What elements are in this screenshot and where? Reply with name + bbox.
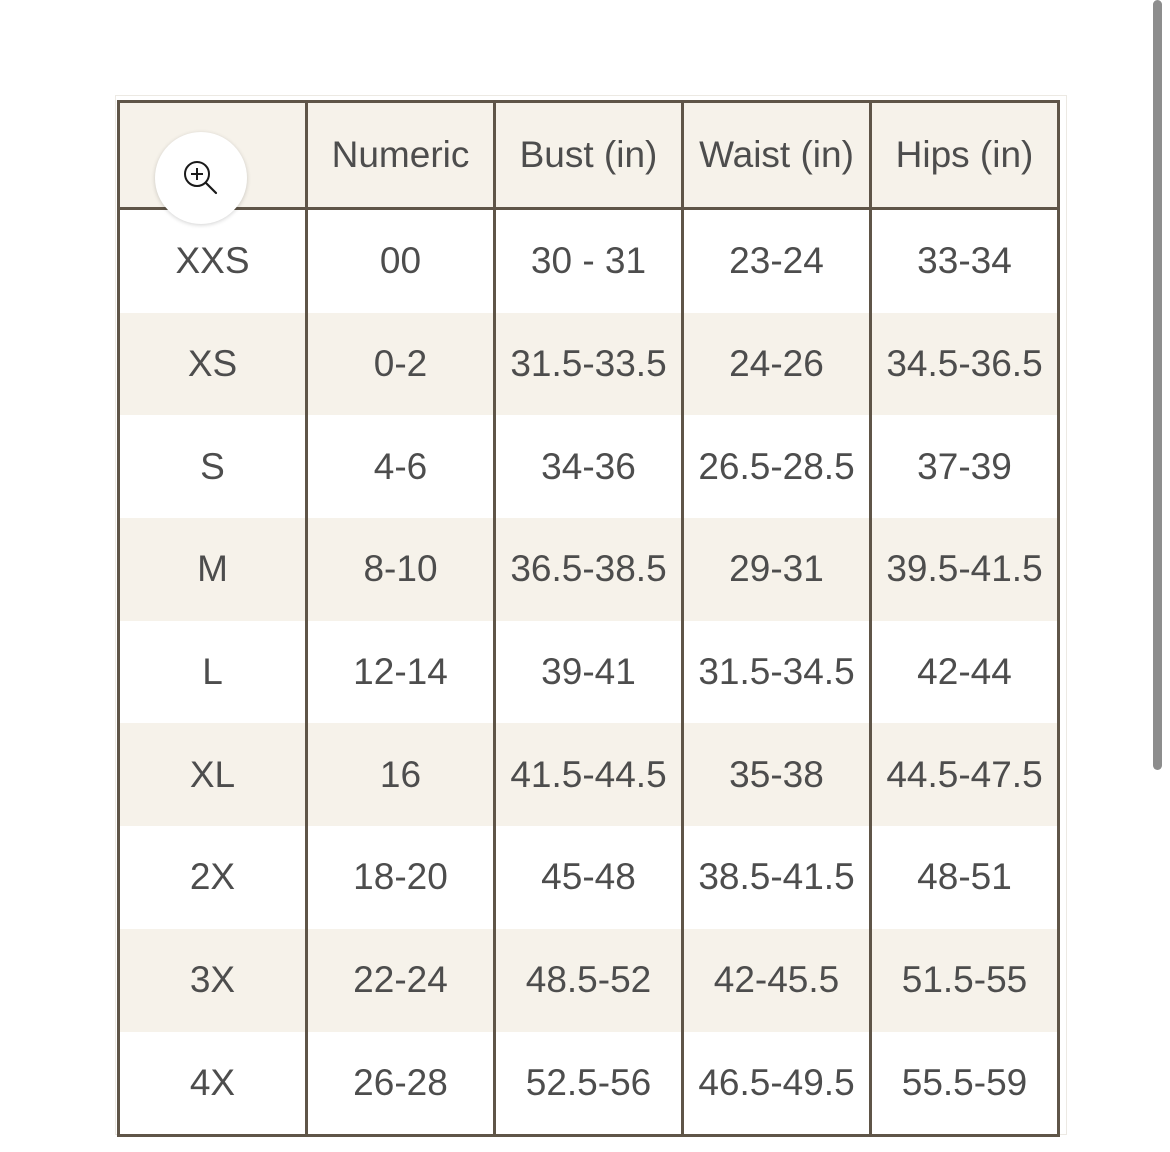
- table-row: [119, 415, 1059, 518]
- cell-hips: 33-34: [871, 209, 1059, 313]
- cell-bust: 36.5-38.5: [495, 518, 683, 621]
- cell-waist: 31.5-34.5: [683, 621, 871, 724]
- zoom-in-icon: [181, 158, 221, 198]
- cell-numeric: 18-20: [307, 826, 495, 929]
- cell-size: XL: [119, 723, 307, 826]
- cell-bust: 31.5-33.5: [495, 313, 683, 416]
- cell-hips: 34.5-36.5: [871, 313, 1059, 416]
- cell-bust: 45-48: [495, 826, 683, 929]
- header-row: [119, 102, 1059, 209]
- header-hips: Hips (in): [871, 102, 1059, 209]
- cell-size: 2X: [119, 826, 307, 929]
- cell-hips: 37-39: [871, 415, 1059, 518]
- cell-size: S: [119, 415, 307, 518]
- cell-bust: 41.5-44.5: [495, 723, 683, 826]
- header-waist: Waist (in): [683, 102, 871, 209]
- cell-numeric: 26-28: [307, 1032, 495, 1136]
- table-row: [119, 518, 1059, 621]
- cell-waist: 42-45.5: [683, 929, 871, 1032]
- table-row: [119, 723, 1059, 826]
- cell-numeric: 0-2: [307, 313, 495, 416]
- cell-waist: 26.5-28.5: [683, 415, 871, 518]
- cell-hips: 42-44: [871, 621, 1059, 724]
- cell-size: XXS: [119, 209, 307, 313]
- header-numeric: Numeric: [307, 102, 495, 209]
- cell-waist: 23-24: [683, 209, 871, 313]
- vertical-scrollbar[interactable]: [1153, 0, 1162, 770]
- table-row: [119, 209, 1059, 313]
- cell-hips: 44.5-47.5: [871, 723, 1059, 826]
- table-row: [119, 929, 1059, 1032]
- cell-numeric: 00: [307, 209, 495, 313]
- cell-size: 3X: [119, 929, 307, 1032]
- cell-hips: 39.5-41.5: [871, 518, 1059, 621]
- cell-hips: 55.5-59: [871, 1032, 1059, 1136]
- cell-numeric: 12-14: [307, 621, 495, 724]
- cell-bust: 52.5-56: [495, 1032, 683, 1136]
- cell-waist: 24-26: [683, 313, 871, 416]
- cell-bust: 48.5-52: [495, 929, 683, 1032]
- cell-bust: 39-41: [495, 621, 683, 724]
- cell-waist: 38.5-41.5: [683, 826, 871, 929]
- cell-numeric: 8-10: [307, 518, 495, 621]
- cell-hips: 48-51: [871, 826, 1059, 929]
- cell-bust: 30 - 31: [495, 209, 683, 313]
- cell-numeric: 16: [307, 723, 495, 826]
- cell-waist: 46.5-49.5: [683, 1032, 871, 1136]
- cell-size: XS: [119, 313, 307, 416]
- size-chart-table: [117, 100, 1060, 1137]
- cell-size: M: [119, 518, 307, 621]
- cell-waist: 29-31: [683, 518, 871, 621]
- cell-numeric: 22-24: [307, 929, 495, 1032]
- cell-bust: 34-36: [495, 415, 683, 518]
- table-row: [119, 826, 1059, 929]
- table-row: [119, 313, 1059, 416]
- cell-hips: 51.5-55: [871, 929, 1059, 1032]
- table-row: [119, 1032, 1059, 1136]
- cell-size: 4X: [119, 1032, 307, 1136]
- table-row: [119, 621, 1059, 724]
- zoom-button[interactable]: [155, 132, 247, 224]
- cell-numeric: 4-6: [307, 415, 495, 518]
- header-bust: Bust (in): [495, 102, 683, 209]
- cell-size: L: [119, 621, 307, 724]
- cell-waist: 35-38: [683, 723, 871, 826]
